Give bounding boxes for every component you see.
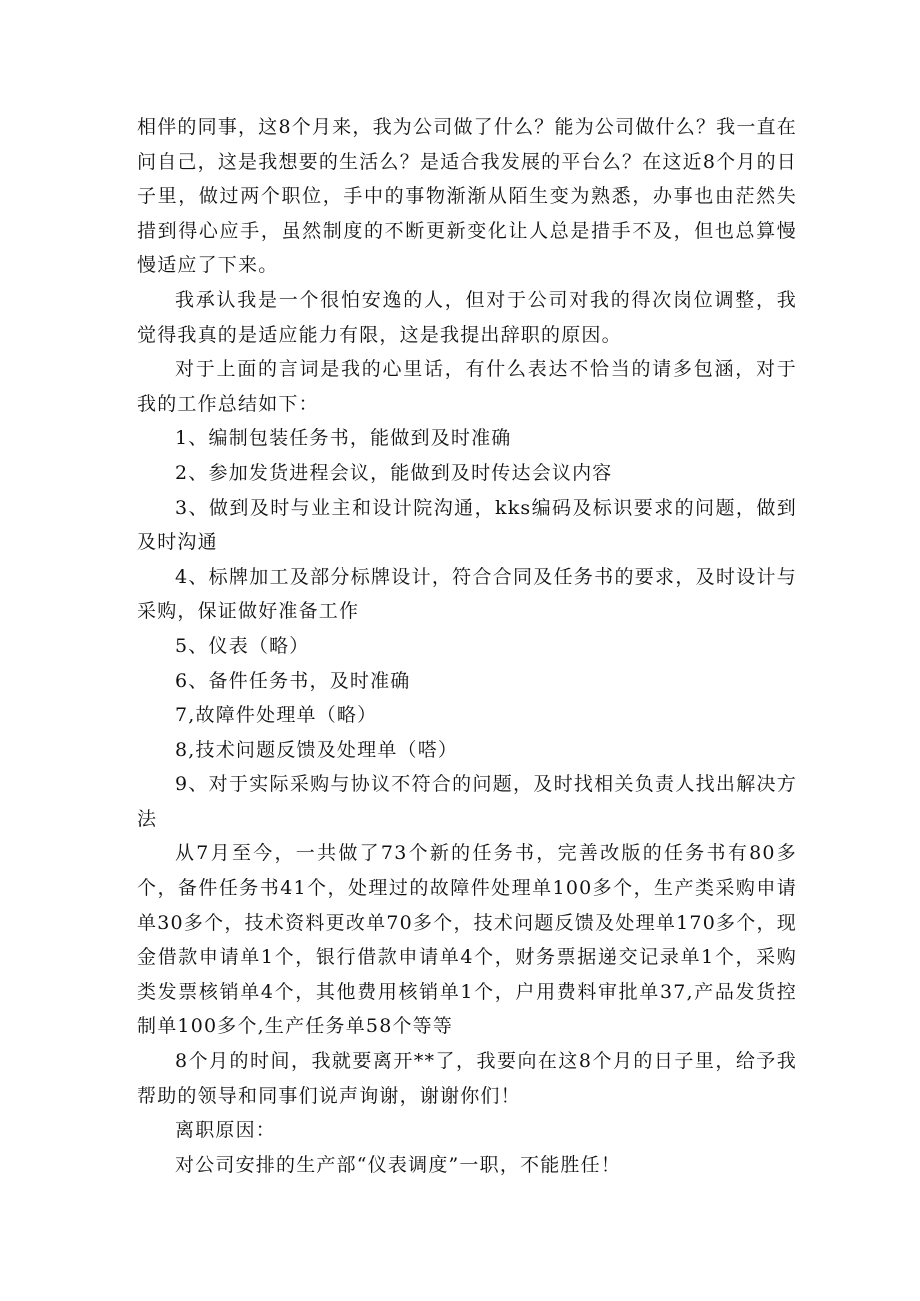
resignation-reason-text: 对公司安排的生产部“仪表调度”一职，不能胜任！ (175, 1153, 622, 1176)
paragraph-continuation: 相伴的同事，这8个月来，我为公司做了什么？能为公司做什么？我一直在问自己，这是我想要的生活么？是适合我发展的平台么？在这近8个月的日子里，做过两个职位，手中的事物渐渐从陌生变为熟悉，办事也由茫然失措到得心应手，虽然制度的不断更新变化让人总是措手不及，但也总算慢慢适应了下来。 (137, 116, 797, 277)
list-item-3: 3、做到及时与业主和设计院沟通，kks编码及标识要求的问题，做到及时沟通 (137, 496, 797, 554)
document-body (137, 110, 797, 1182)
list-item-6: 6、备件任务书，及时准确 (175, 669, 411, 692)
paragraph-summary-intro: 对于上面的言词是我的心里话，有什么表达不恰当的请多包涵，对于我的工作总结如下： (137, 358, 797, 415)
paragraph-statistics: 从7月至今，一共做了73个新的任务书，完善改版的任务书有80多个，备件任务书41个，处理过的故障件处理单100多个，生产类采购申请单30多个，技术资料更改单70多个，技术问题反馈及处理单170多个，现金借款申请单1个，银行借款申请单4个，财务票据递交记录单1个，采购类发票核销单4个，其他费用核销单1个，户用费料审批单37,产品发货控制单100多个,生产任务单58个等等 (137, 842, 797, 1038)
list-item-9: 9、对于实际采购与协议不符合的问题，及时找相关负责人找出解决方法 (137, 773, 797, 830)
list-item-1: 1、编制包装任务书，能做到及时准确 (175, 427, 512, 450)
list-item-5: 5、仪表（略） (175, 634, 310, 657)
list-item-4: 4、标牌加工及部分标牌设计，符合合同及任务书的要求，及时设计与采购，保证做好准备工作 (137, 565, 797, 623)
paragraph-thanks: 8个月的时间，我就要离开**了，我要向在这8个月的日子里，给予我帮助的领导和同事们说声询谢，谢谢你们！ (137, 1050, 797, 1107)
resignation-reason-heading: 离职原因： (175, 1119, 277, 1142)
paragraph-adaptation: 我承认我是一个很怕安逸的人，但对于公司对我的得次岗位调整，我觉得我真的是适应能力有限，这是我提出辞职的原因。 (137, 288, 797, 346)
list-item-8: 8,技术问题反馈及处理单（嗒） (175, 738, 459, 761)
list-item-7: 7,故障件处理单（略） (175, 704, 378, 727)
list-item-2: 2、参加发货进程会议，能做到及时传达会议内容 (175, 461, 613, 484)
